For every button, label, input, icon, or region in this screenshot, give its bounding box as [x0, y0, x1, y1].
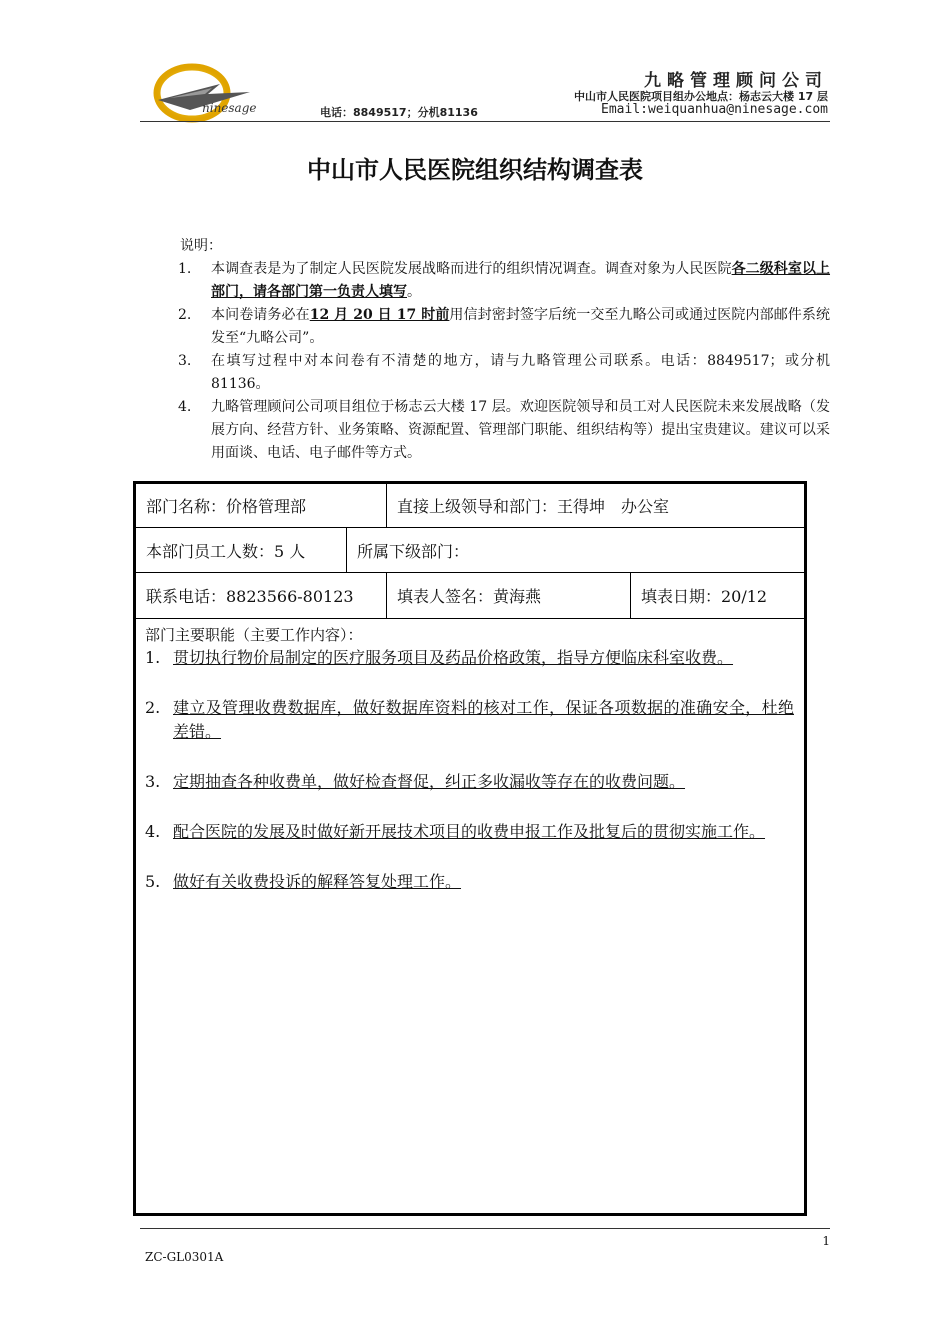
survey-form: [135, 483, 805, 1214]
contact-phone-field[interactable]: 联系电话：8823566-80123: [146, 587, 354, 606]
duty-item: 4. 配合医院的发展及时做好新开展技术项目的收费申报工作及批复后的贯彻实施工作。: [145, 822, 766, 841]
company-email: Email:weiquanhua@ninesage.com: [601, 102, 828, 117]
supervisor-field[interactable]: 直接上级领导和部门：王得坤 办公室: [386, 484, 804, 527]
company-address: 中山市人民医院项目组办公地点：杨志云大楼 17 层: [574, 90, 828, 103]
note-item: 2. 本问卷请务必在12 月 20 日 17 时前用信封密封签字后统一交至九略公司或通过医院内部邮件系统发至“九略公司”。: [178, 307, 831, 346]
company-logo: [150, 60, 265, 130]
note-item: 3. 在填写过程中对本问卷有不清楚的地方，请与九略管理公司联系。电话：8849517；或分机 81136。: [178, 353, 830, 392]
signer-field[interactable]: 填表人签名：黄海燕: [386, 573, 630, 618]
notes-list: [178, 258, 830, 465]
header-divider: [140, 121, 830, 122]
page-number: 1: [822, 1234, 830, 1248]
footer-divider: [140, 1228, 830, 1229]
duty-item: 5. 做好有关收费投诉的解释答复处理工作。: [145, 872, 462, 891]
staff-count-field[interactable]: 本部门员工人数：5 人: [146, 541, 306, 561]
document-code: ZC-GL0301A: [145, 1250, 224, 1264]
document-title: 中山市人民医院组织结构调查表: [307, 156, 643, 184]
date-field[interactable]: 填表日期：20/12: [630, 573, 804, 618]
form-row-staff: [136, 528, 804, 573]
duties-section: [136, 620, 804, 920]
form-row-department: [136, 484, 804, 528]
company-name: 九略管理顾问公司: [644, 71, 828, 91]
dept-name-field[interactable]: 部门名称：价格管理部: [146, 497, 307, 516]
duties-heading: 部门主要职能（主要工作内容）：: [145, 626, 363, 644]
note-item: 1. 本调查表是为了制定人民医院发展战略而进行的组织情况调查。调查对象为人民医院各二级科室以上部门，请各部门第一负责人填写。: [178, 261, 831, 300]
duty-item: 1. 贯切执行物价局制定的医疗服务项目及药品价格政策，指导方便临床科室收费。: [145, 648, 734, 667]
form-row-contact: [136, 573, 804, 619]
notes-heading: 说明：: [180, 238, 222, 254]
svg-text:ninesage: ninesage: [202, 101, 257, 115]
subordinate-field[interactable]: 所属下级部门：: [346, 528, 804, 572]
duty-item: 2. 建立及管理收费数据库，做好数据库资料的核对工作，保证各项数据的准确安全，杜绝差错。: [145, 698, 794, 741]
note-item: 4. 九略管理顾问公司项目组位于杨志云大楼 17 层。欢迎医院领导和员工对人民医院未来发展战略（发展方向、经营方针、业务策略、资源配置、管理部门职能、组织结构等）提出宝贵建议。建议可以采用面谈、电话、电子邮件等方式。: [178, 399, 830, 461]
duty-item: 3. 定期抽查各种收费单，做好检查督促，纠正多收漏收等存在的收费问题。: [145, 772, 686, 791]
company-phone: 电话：8849517；分机81136: [320, 106, 478, 119]
